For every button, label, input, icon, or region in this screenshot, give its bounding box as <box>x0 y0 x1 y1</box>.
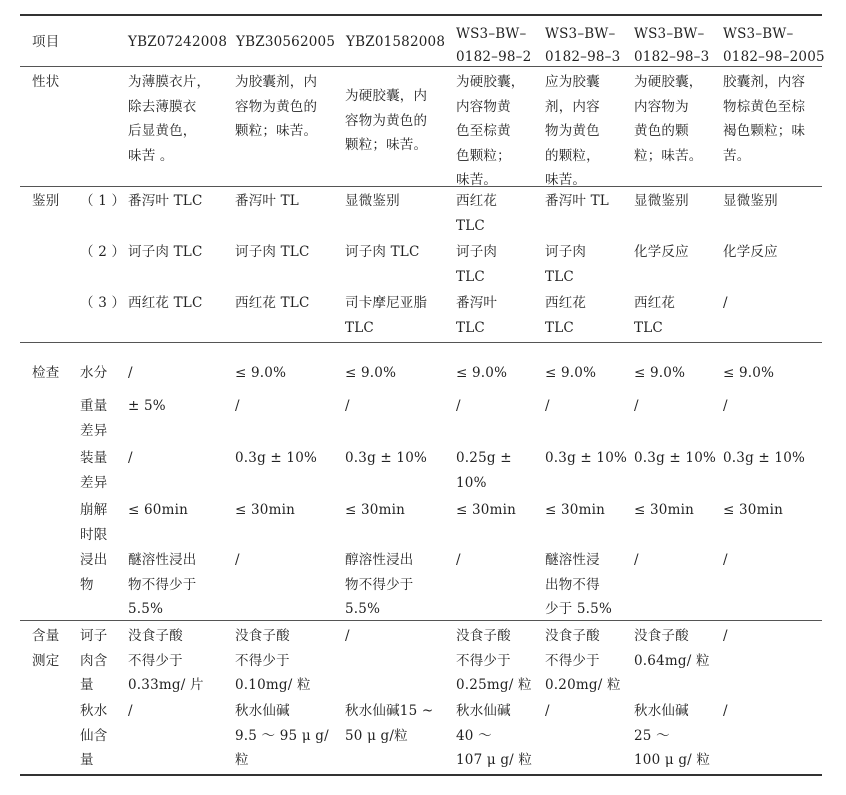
identification-rule <box>20 342 822 343</box>
assay-cell: 没食子酸 不得少于 0.33mg/ 片 <box>128 628 204 694</box>
inspection-cell: ± 5% <box>128 398 166 414</box>
identification-cell: 西红花 TLC <box>634 295 676 336</box>
inspection-label: 检查 <box>32 365 60 381</box>
inspection-cell: ≤ 30min <box>723 502 783 518</box>
inspection-cell: / <box>723 552 728 568</box>
identification-label: 鉴别 <box>32 193 60 209</box>
identification-cell: 番泻叶 TL <box>545 193 609 209</box>
inspection-sub: 崩解 时限 <box>80 502 108 543</box>
inspection-cell: 0.3g ± 10% <box>235 450 318 466</box>
assay-cell: / <box>545 703 550 719</box>
identification-cell: 化学反应 <box>634 244 689 260</box>
identification-cell: 诃子肉 TLC <box>345 244 420 260</box>
assay-cell: 没食子酸 0.64mg/ 粒 <box>634 628 710 669</box>
inspection-cell: ≤ 9.0% <box>456 365 508 381</box>
inspection-cell: ≤ 9.0% <box>545 365 597 381</box>
identification-cell: 诃子肉 TLC <box>235 244 310 260</box>
assay-cell: 秋水仙碱 9.5 ～ 95 μ g/ 粒 <box>235 703 329 769</box>
identification-cell: 显微鉴别 <box>723 193 778 209</box>
properties-rule <box>20 186 822 187</box>
assay-cell: 秋水仙碱15 ~ 50 μ g/粒 <box>345 703 434 744</box>
inspection-cell: / <box>456 398 461 414</box>
identification-cell: 西红花 TLC <box>456 193 498 234</box>
identification-cell: 西红花 TLC <box>128 295 203 311</box>
identification-num: （ 2 ） <box>80 244 126 260</box>
inspection-cell: ≤ 30min <box>545 502 605 518</box>
properties-col-2: 为胶囊剂，内 容物为黄色的 颗粒；味苦。 <box>235 74 318 140</box>
inspection-cell: 0.25g ± 10% <box>456 450 512 491</box>
identification-cell: 诃子肉 TLC <box>456 244 498 285</box>
inspection-cell: / <box>235 398 240 414</box>
assay-cell: / <box>345 628 350 644</box>
properties-col-3: 为硬胶囊，内 容物为黄色的 颗粒；味苦。 <box>345 88 428 154</box>
inspection-cell: ≤ 30min <box>634 502 694 518</box>
properties-col-1: 为薄膜衣片， 除去薄膜衣 后显黄色， 味苦 。 <box>128 74 211 164</box>
inspection-cell: ≤ 9.0% <box>235 365 287 381</box>
inspection-cell: 0.3g ± 10% <box>723 450 806 466</box>
inspection-cell: / <box>545 398 550 414</box>
header-col-6: WS3–BW– 0182–98–3 <box>634 26 710 65</box>
header-col-2: YBZ30562005 <box>236 34 336 50</box>
inspection-cell: 0.3g ± 10% <box>634 450 717 466</box>
inspection-cell: / <box>456 552 461 568</box>
identification-cell: 西红花 TLC <box>235 295 310 311</box>
top-rule <box>20 14 822 16</box>
inspection-cell: 0.3g ± 10% <box>345 450 428 466</box>
inspection-cell: ≤ 30min <box>456 502 516 518</box>
inspection-cell: ≤ 9.0% <box>634 365 686 381</box>
header-col-1: YBZ07242008 <box>128 34 228 50</box>
identification-cell: 诃子肉 TLC <box>545 244 587 285</box>
header-col-5: WS3–BW– 0182–98–3 <box>545 26 621 65</box>
inspection-cell: / <box>128 365 133 381</box>
properties-col-5: 应为胶囊 剂，内容 物为黄色 的颗粒， 味苦。 <box>545 74 600 189</box>
inspection-cell: / <box>723 398 728 414</box>
assay-cell: / <box>723 628 728 644</box>
inspection-cell: ≤ 30min <box>345 502 405 518</box>
assay-cell: / <box>723 703 728 719</box>
assay-cell: 秋水仙碱 40 ～ 107 μ g/ 粒 <box>456 703 533 769</box>
assay-cell: 没食子酸 不得少于 0.20mg/ 粒 <box>545 628 621 694</box>
header-col-4: WS3–BW– 0182–98–2 <box>456 26 532 65</box>
inspection-cell: ≤ 9.0% <box>723 365 775 381</box>
properties-col-6: 为硬胶囊， 内容物为 黄色的颗 粒；味苦。 <box>634 74 703 164</box>
inspection-cell: ≤ 30min <box>235 502 295 518</box>
identification-cell: 番泻叶 TL <box>235 193 299 209</box>
inspection-cell: 醚溶性浸 出物不得 少于 5.5% <box>545 552 612 618</box>
inspection-sub: 装量 差异 <box>80 450 108 491</box>
identification-cell: 番泻叶 TLC <box>128 193 203 209</box>
identification-cell: 显微鉴别 <box>345 193 400 209</box>
inspection-sub: 浸出 物 <box>80 552 108 593</box>
assay-label: 含量 测定 <box>32 628 60 669</box>
identification-cell: 西红花 TLC <box>545 295 587 336</box>
header-item: 项目 <box>32 34 60 50</box>
assay-sub: 秋水 仙含 量 <box>80 703 108 769</box>
identification-cell: 化学反应 <box>723 244 778 260</box>
bottom-rule <box>20 774 822 776</box>
identification-cell: / <box>723 295 728 311</box>
identification-num: （ 1 ） <box>80 193 126 209</box>
assay-cell: 秋水仙碱 25 ～ 100 μ g/ 粒 <box>634 703 711 769</box>
identification-cell: 显微鉴别 <box>634 193 689 209</box>
assay-sub: 诃子 肉含 量 <box>80 628 108 694</box>
identification-cell: 诃子肉 TLC <box>128 244 203 260</box>
identification-num: （ 3 ） <box>80 295 126 311</box>
inspection-cell: ≤ 9.0% <box>345 365 397 381</box>
properties-label: 性状 <box>32 74 60 90</box>
inspection-cell: / <box>634 552 639 568</box>
assay-cell: / <box>128 703 133 719</box>
identification-cell: 司卡摩尼亚脂 TLC <box>345 295 428 336</box>
header-col-7: WS3–BW– 0182–98–2005 <box>723 26 825 65</box>
inspection-cell: / <box>634 398 639 414</box>
inspection-cell: / <box>345 398 350 414</box>
header-col-3: YBZ01582008 <box>346 34 446 50</box>
identification-cell: 番泻叶 TLC <box>456 295 498 336</box>
assay-cell: 没食子酸 不得少于 0.25mg/ 粒 <box>456 628 532 694</box>
properties-col-4: 为硬胶囊， 内容物黄 色至棕黄 色颗粒； 味苦。 <box>456 74 525 189</box>
inspection-cell: 醚溶性浸出 物不得少于 5.5% <box>128 552 197 618</box>
inspection-sub: 重量 差异 <box>80 398 108 439</box>
properties-col-7: 胶囊剂，内容 物棕黄色至棕 褐色颗粒；味 苦。 <box>723 74 806 164</box>
inspection-cell: / <box>235 552 240 568</box>
inspection-cell: 0.3g ± 10% <box>545 450 628 466</box>
inspection-cell: / <box>128 450 133 466</box>
inspection-cell: ≤ 60min <box>128 502 188 518</box>
assay-cell: 没食子酸 不得少于 0.10mg/ 粒 <box>235 628 311 694</box>
inspection-sub: 水分 <box>80 365 108 381</box>
inspection-cell: 醇溶性浸出 物不得少于 5.5% <box>345 552 414 618</box>
